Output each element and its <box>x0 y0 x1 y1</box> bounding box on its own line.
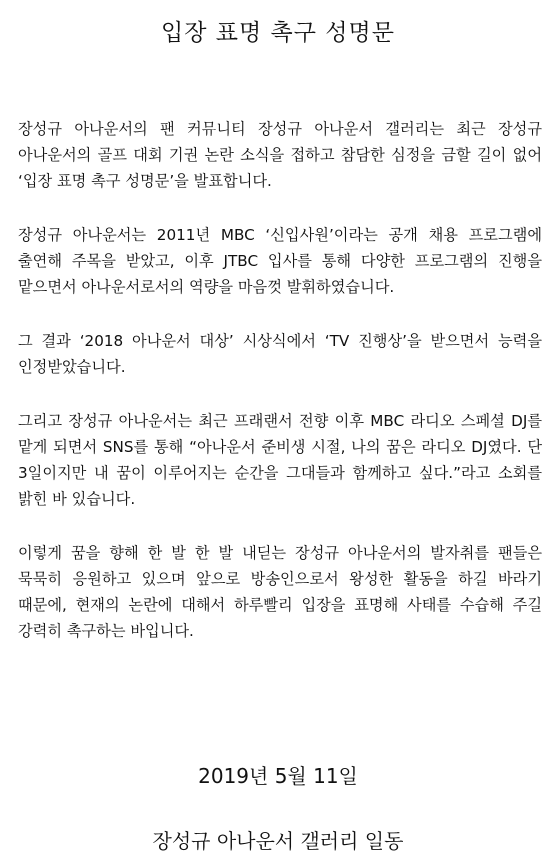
paragraph-intro: 장성규 아나운서의 팬 커뮤니티 장성규 아나운서 갤러리는 최근 장성규 아나운서의 골프 대회 기권 논란 소식을 접하고 참담한 심정을 금할 길이 없어 ‘입장 표명 촉구 성명문’을 발표합니다. <box>18 120 542 190</box>
document-title: 입장 표명 촉구 성명문 <box>161 20 395 46</box>
paragraph-demand: 이렇게 꿈을 향해 한 발 한 발 내딛는 장성규 아나운서의 발자취를 팬들은 묵묵히 응원하고 있으며 앞으로 방송인으로서 왕성한 활동을 하길 바라기 때문에, 현재의 논란에 대해서 하루빨리 입장을 표명해 사태를 수습해 주길 강력히 촉구하는 바입니다. <box>18 544 542 640</box>
paragraph-award: 그 결과 ‘2018 아나운서 대상’ 시상식에서 ‘TV 진행상’을 받으면서 능력을 인정받았습니다. <box>18 332 542 376</box>
paragraph-career: 장성규 아나운서는 2011년 MBC ‘신입사원’이라는 공개 채용 프로그램에 출연해 주목을 받았고, 이후 JTBC 입사를 통해 다양한 프로그램의 진행을 맡으면서 아나운서로서의 역량을 마음껏 발휘하였습니다. <box>18 226 542 296</box>
document-date: 2019년 5월 11일 <box>198 764 358 788</box>
document-body <box>18 116 542 672</box>
paragraph-radio-dj: 그리고 장성규 아나운서는 최근 프래랜서 전향 이후 MBC 라디오 스페셜 DJ를 맡게 되면서 SNS를 통해 “아나운서 준비생 시절, 나의 꿈은 라디오 DJ였다. 단 3일이지만 내 꿈이 이루어지는 순간을 그대들과 함께하고 싶다.”라고 소회를 밝힌 바 있습니다. <box>18 412 542 508</box>
document-signature: 장성규 아나운서 갤러리 일동 <box>152 829 404 853</box>
